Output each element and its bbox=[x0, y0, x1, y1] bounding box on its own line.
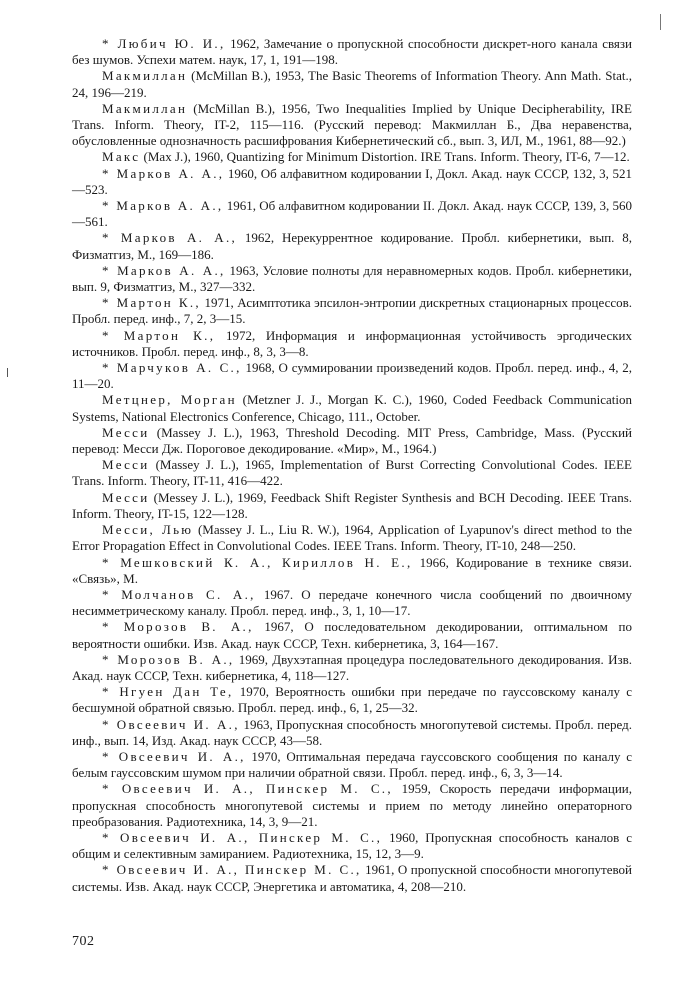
bibliography-entry bbox=[72, 360, 632, 392]
bibliography-entry bbox=[72, 490, 632, 522]
page-number: 702 bbox=[72, 934, 95, 949]
entry-author: * Овсеевич И. А., Пинскер М. С., bbox=[102, 862, 362, 878]
entry-author: Метцнер, Морган bbox=[102, 392, 237, 408]
bibliography-entry bbox=[72, 166, 632, 198]
entry-text: 1972, Информация и информационная устойчивость эргодических источников. Пробл. перед. инф., 8, 3, 3—8. bbox=[72, 327, 632, 359]
entry-author: Месси bbox=[102, 489, 150, 505]
bibliography-entry bbox=[72, 425, 632, 457]
entry-text: 1971, Асимптотика эпсилон-энтропии дискретных стационарных процессов. Пробл. перед. инф., 7, 2, 3—15. bbox=[72, 295, 632, 327]
entry-author: * Мартон К., bbox=[102, 327, 216, 343]
entry-text: (Massey J. L., Liu R. W.), 1964, Application of Lyapunov's direct method to the Error Propagation Effect in Convolutional Codes. IEEE Trans. Inform. Theory, IT-10, 248—250. bbox=[72, 522, 633, 554]
entry-text: (Messey J. L.), 1969, Feedback Shift Register Synthesis and BCH Decoding. IEEE Trans. Inform. Theory, IT-15, 122—128. bbox=[72, 489, 632, 521]
bibliography-entry bbox=[72, 263, 632, 295]
entry-text: 1968, О суммировании произведений кодов. Пробл. перед. инф., 4, 2, 11—20. bbox=[72, 360, 633, 392]
entry-author: * Марков А. А., bbox=[102, 165, 225, 181]
bibliography-entry bbox=[72, 198, 632, 230]
bibliography-entry bbox=[72, 522, 632, 554]
entry-text: 1967. О передаче конечного числа сообщений по двоичному несимметрическому каналу. Пробл. перед. инф., 3, 1, 10—17. bbox=[72, 586, 632, 619]
entry-author: * Мартон К., bbox=[102, 295, 201, 311]
entry-text: (Massey J. L.), 1963, Threshold Decoding. MIT Press, Cambridge, Mass. (Русский перевод: Месси Дж. Пороговое декодирование. «Мир», М., 1964.) bbox=[72, 424, 632, 457]
entry-text: 1959, Скорость передачи информации, пропускная способность многопутевой системы и прием по методу линейно операторного преобразования. Радиотехника, 14, 3, 9—21. bbox=[72, 781, 632, 829]
bibliography-entry bbox=[72, 68, 632, 100]
entry-author: * Любич Ю. И., bbox=[102, 36, 226, 51]
bibliography-entry bbox=[72, 781, 632, 830]
entry-text: 1961, О пропускной способности многопутевой системы. Изв. Акад. наук СССР, Энергетика и автоматика, 4, 208—210. bbox=[72, 862, 632, 894]
entry-author: * Марков А. А., bbox=[102, 230, 238, 246]
entry-author: * Овсеевич И. А., Пинскер М. С., bbox=[102, 829, 383, 845]
bibliography-page bbox=[72, 36, 632, 895]
entry-author: * Морозов В. А., bbox=[102, 619, 254, 635]
entry-text: 1963, Условие полноты для неравномерных кодов. Пробл. кибернетики, вып. 9, Физматгиз, М., 327—332. bbox=[72, 262, 632, 295]
entry-author: * Овсеевич И. А., bbox=[102, 748, 246, 764]
entry-author: * Овсеевич И. А., bbox=[102, 716, 240, 732]
bibliography-entry bbox=[72, 230, 632, 262]
entry-author: * Марков А. А., bbox=[102, 198, 224, 214]
bibliography-entry bbox=[72, 717, 632, 749]
bibliography-entry bbox=[72, 457, 632, 489]
entry-text: 1961, Об алфавитном кодировании II. Докл. Акад. наук СССР, 139, 3, 560—561. bbox=[72, 198, 632, 230]
margin-scan-mark bbox=[7, 368, 8, 377]
bibliography-entry bbox=[72, 101, 632, 150]
bibliography-entry bbox=[72, 587, 632, 619]
bibliography-entry bbox=[72, 295, 632, 327]
entry-author: Месси bbox=[102, 457, 150, 473]
entry-text: 1960, Об алфавитном кодировании I, Докл. Акад. наук СССР, 132, 3, 521—523. bbox=[72, 165, 632, 197]
entry-text: 1970, Вероятность ошибки при передаче по гауссовскому каналу с бесшумной обратной связью. Пробл. перед. инф., 6, 1, 25—32. bbox=[72, 684, 632, 716]
bibliography-entry bbox=[72, 555, 632, 587]
entry-text: 1970, Оптимальная передача гауссовского сообщения по каналу с белым гауссовским шумом при наличии обратной связи. Пробл. перед. инф., 6, 3, 3—14. bbox=[72, 748, 632, 781]
entry-author: * Нгуен Дан Те, bbox=[102, 684, 234, 700]
bibliography-entry bbox=[72, 652, 632, 684]
bibliography-entry bbox=[72, 392, 632, 424]
entry-text: (Massey J. L.), 1965, Implementation of Burst Correcting Convolutional Codes. IEEE Trans. Inform. Theory, IT-11, 416—422. bbox=[72, 457, 632, 489]
bibliography-entry bbox=[72, 684, 632, 716]
entry-text: 1966, Кодирование в технике связи. «Связь», М. bbox=[72, 554, 632, 586]
entry-text: (McMillan B.), 1956, Two Inequalities Implied by Unique Decipherability, IRE Trans. Inform. Theory, IT-2, 115—116. (Русский перевод: Макмиллан Б., Два неравенства, обусловленные однозначность расшифрования Кибернетический сб., вып. 3, ИЛ, М., 1961, 88—92.) bbox=[72, 100, 632, 149]
entry-text: 1962, Нерекуррентное кодирование. Пробл. кибернетики, вып. 8, Физматгиз, М., 169—186. bbox=[72, 230, 632, 262]
bibliography-entry bbox=[72, 149, 632, 165]
entry-author: Макмиллан bbox=[102, 100, 188, 116]
bibliography-entry bbox=[72, 862, 632, 894]
entry-author: * Марков А. А., bbox=[102, 262, 226, 278]
entry-author: * Овсеевич И. А., Пинскер М. С., bbox=[102, 781, 393, 797]
corner-scan-mark bbox=[660, 14, 661, 30]
entry-author: Макмиллан bbox=[102, 68, 188, 84]
bibliography-entry bbox=[72, 749, 632, 781]
entry-text: 1967, О последовательном декодировании, оптимальном по вероятности ошибки. Изв. Акад. наук СССР, Техн. кибернетика, 3, 164—167. bbox=[72, 619, 632, 651]
entry-author: Макс bbox=[102, 149, 141, 165]
bibliography-entry bbox=[72, 619, 632, 651]
bibliography-entry bbox=[72, 328, 632, 360]
entry-author: * Молчанов С. А., bbox=[102, 586, 256, 602]
entry-author: * Мешковский К. А., Кириллов Н. Е., bbox=[102, 554, 413, 570]
entry-text: (McMillan B.), 1953, The Basic Theorems of Information Theory. Ann Math. Stat., 24, 196—219. bbox=[72, 68, 632, 100]
bibliography-entry bbox=[72, 830, 632, 862]
entry-text: 1963, Пропускная способность многопутевой системы. Пробл. перед. инф., вып. 14, Изд. Акад. наук СССР, 43—58. bbox=[72, 716, 632, 748]
entry-text: (Max J.), 1960, Quantizing for Minimum Distortion. IRE Trans. Inform. Theory, IT-6, 7—12. bbox=[140, 149, 630, 165]
entry-text: 1969, Двухэтапная процедура последовательного декодирования. Изв. Акад. наук СССР, Техн. кибернетика, 4, 118—127. bbox=[72, 651, 632, 683]
entry-text: (Metzner J. J., Morgan K. C.), 1960, Coded Feedback Communication Systems, National Electronics Conference, Chicago, 111., October. bbox=[72, 392, 632, 424]
entry-author: Месси bbox=[102, 424, 150, 440]
entry-text: 1962, Замечание о пропускной способности дискрет-ного канала связи без шумов. Успехи матем. наук, 17, 1, 191—198. bbox=[72, 36, 633, 68]
bibliography-entry bbox=[72, 36, 632, 68]
entry-author: Месси, Лью bbox=[102, 522, 194, 538]
entry-text: 1960, Пропускная способность каналов с общим и селективным замиранием. Радиотехника, 15, 12, 3—9. bbox=[72, 829, 633, 862]
entry-author: * Морозов В. А., bbox=[102, 651, 235, 667]
entry-author: * Марчуков А. С., bbox=[102, 360, 242, 376]
